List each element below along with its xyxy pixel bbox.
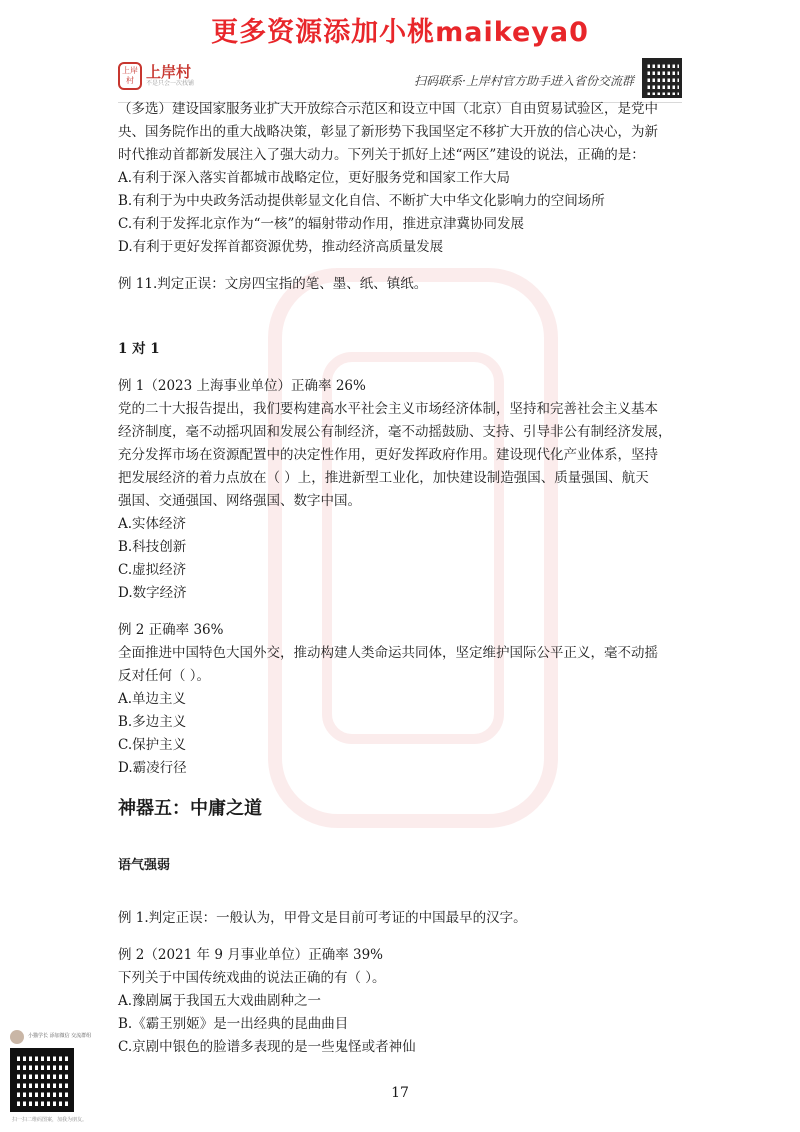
logo-seal-icon: 上岸村 [118, 62, 142, 90]
example-title: 例 2 正确率 36% [118, 622, 224, 638]
option-a: A.有利于深入落实首都城市战略定位，更好服务党和国家工作大局 [118, 170, 511, 186]
corner-caption: 小猫学长 添加微信 交流群组 [28, 1033, 92, 1039]
avatar [10, 1030, 24, 1044]
header-qr-code-icon [642, 58, 682, 98]
example-b2 [118, 944, 688, 1059]
example-b1: 例 1.判定正误：一般认为，甲骨文是目前可考证的中国最早的汉字。 [118, 910, 527, 926]
example-1 [118, 375, 688, 605]
text-line: 把发展经济的着力点放在（ ）上，推进新型工业化，加快建设制造强国、质量强国、航天 [118, 470, 649, 486]
text-line: 充分发挥市场在资源配置中的决定性作用，更好发挥政府作用。建设现代化产业体系，坚持 [118, 447, 658, 463]
page-content [118, 98, 688, 1059]
option-a: A.豫剧属于我国五大戏曲剧种之一 [118, 993, 322, 1009]
text-line: 央、国务院作出的重大战略决策，彰显了新形势下我国坚定不移扩大开放的信心决心，为新 [118, 124, 658, 140]
brand-logo [118, 62, 194, 90]
option-d: D.数字经济 [118, 585, 187, 601]
example-title: 例 2（2021 年 9 月事业单位）正确率 39% [118, 947, 383, 963]
option-b: B.《霸王别姬》是一出经典的昆曲曲目 [118, 1016, 349, 1032]
option-d: D.有利于更好发挥首都资源优势，推动经济高质量发展 [118, 239, 444, 255]
text-line: 下列关于中国传统戏曲的说法正确的有（ ）。 [118, 970, 386, 986]
option-c: C.虚拟经济 [118, 562, 187, 578]
option-b: B.多边主义 [118, 714, 187, 730]
option-a: A.实体经济 [118, 516, 187, 532]
logo-text [146, 64, 194, 88]
text-line: 反对任何（ ）。 [118, 668, 211, 684]
section-heading-5: 神器五：中庸之道 [118, 798, 262, 819]
text-line: （多选）建设国家服务业扩大开放综合示范区和设立中国（北京）自由贸易试验区，是党中 [118, 101, 658, 117]
option-a: A.单边主义 [118, 691, 187, 707]
text-line: 强国、交通强国、网络强国、数字中国。 [118, 493, 361, 509]
subsection-heading: 语气强弱 [118, 858, 171, 873]
example-2 [118, 619, 688, 780]
option-b: B.科技创新 [118, 539, 187, 555]
page-number: 17 [391, 1085, 409, 1101]
text-line: 经济制度，毫不动摇巩固和发展公有制经济，毫不动摇鼓励、支持、引导非公有制经济发展， [118, 424, 672, 440]
option-c: C.京剧中银色的脸谱多表现的是一些鬼怪或者神仙 [118, 1039, 416, 1055]
header-slogan: 扫码联系·上岸村官方助手进入省份交流群 [414, 74, 634, 88]
option-c: C.保护主义 [118, 737, 187, 753]
text-line: 时代推动首都新发展注入了强大动力。下列关于抓好上述“两区”建设的说法，正确的是： [118, 147, 645, 163]
section-heading-1v1: 1 对 1 [118, 341, 160, 357]
text-line: 全面推进中国特色大国外交，推动构建人类命运共同体，坚定维护国际公平正义，毫不动摇 [118, 645, 658, 661]
logo-slogan: 不是只会一次找铺 [146, 80, 195, 87]
option-c: C.有利于发挥北京作为“一核”的辐射带动作用，推进京津冀协同发展 [118, 216, 524, 232]
promo-banner: 更多资源添加小桃maikeya0 [211, 17, 589, 48]
wechat-qr-code-icon [10, 1048, 74, 1112]
option-d: D.霸凌行径 [118, 760, 187, 776]
page-header [118, 58, 682, 103]
option-b: B.有利于为中央政务活动提供彰显文化自信、不断扩大中华文化影响力的空间场所 [118, 193, 605, 209]
logo-name: 上岸村 [146, 63, 192, 81]
question-block-two-zones [118, 98, 688, 259]
example-title: 例 1（2023 上海事业单位）正确率 26% [118, 378, 366, 394]
example-11: 例 11.判定正误：文房四宝指的笔、墨、纸、镇纸。 [118, 276, 428, 292]
corner-footnote: 扫一扫二维码图案，加我为朋友。 [12, 1117, 88, 1123]
text-line: 党的二十大报告提出，我们要构建高水平社会主义市场经济体制，坚持和完善社会主义基本 [118, 401, 658, 417]
